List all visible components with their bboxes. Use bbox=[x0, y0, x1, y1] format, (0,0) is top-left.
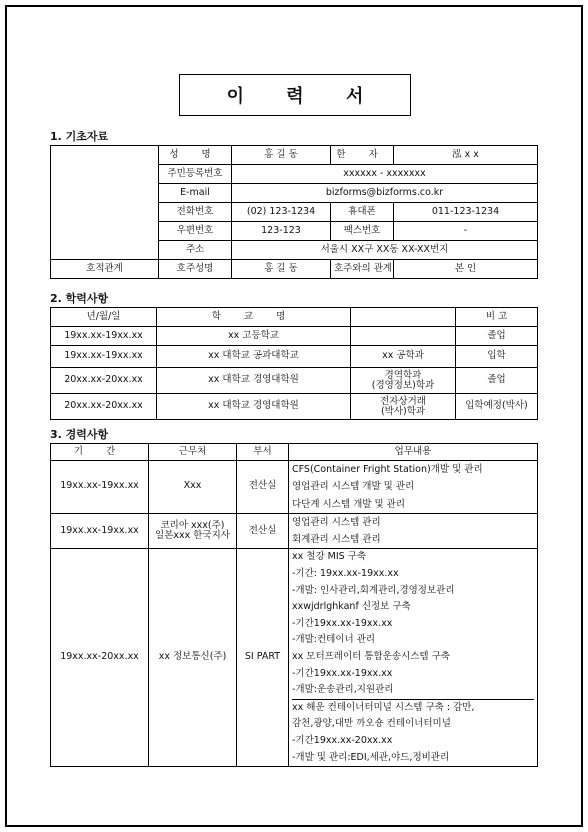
address-label: 주소 bbox=[159, 241, 232, 260]
duty-line: -기간19xx.xx-19xx.xx bbox=[292, 667, 393, 679]
duty-line: -개발:운송관리,지원관리 bbox=[292, 684, 394, 696]
hanja-value: 泓 x x bbox=[394, 146, 538, 165]
career-period: 19xx.xx-19xx.xx bbox=[51, 513, 149, 549]
career-company: xx 정보통신(주) bbox=[149, 549, 237, 767]
career-duties bbox=[289, 513, 538, 549]
career-duties bbox=[289, 549, 538, 767]
zip-label: 우편번호 bbox=[159, 222, 232, 241]
career-table bbox=[50, 443, 538, 767]
career-dept: SI PART bbox=[237, 549, 289, 767]
duty-line: -기간: 19xx.xx-19xx.xx bbox=[292, 568, 399, 580]
education-major: 전자상거래 (박사)학과 bbox=[351, 394, 456, 420]
duty-line: -기간19xx.xx-19xx.xx bbox=[292, 617, 393, 629]
zip-value: 123-123 bbox=[232, 222, 331, 241]
section-title-basic: 1. 기초자료 bbox=[50, 130, 109, 143]
duty-line: -개발 및 관리:EDI,세관,야드,정비관리 bbox=[292, 751, 450, 763]
section-title-career: 3. 경력사항 bbox=[50, 428, 109, 441]
fax-label: 팩스번호 bbox=[331, 222, 394, 241]
hanja-label: 한 자 bbox=[331, 146, 394, 165]
name-label: 성 명 bbox=[159, 146, 232, 165]
duty-line: xx 해운 컨테이너터미널 시스템 구축 : 감만, bbox=[292, 699, 534, 717]
table-row bbox=[51, 549, 538, 767]
email-label: E-mail bbox=[159, 184, 232, 203]
education-header-major bbox=[351, 308, 456, 327]
relation-label: 호주와의 관계 bbox=[331, 260, 394, 279]
rrn-label: 주민등록번호 bbox=[159, 165, 232, 184]
section-title-education: 2. 학력사항 bbox=[50, 292, 109, 305]
education-major bbox=[351, 327, 456, 346]
head-value: 홍 길 동 bbox=[232, 260, 331, 279]
education-note: 입학예정(박사) bbox=[456, 394, 538, 420]
education-header-date: 년/월/일 bbox=[51, 308, 157, 327]
rrn-value: xxxxxx - xxxxxxx bbox=[232, 165, 538, 184]
education-header-note: 비 고 bbox=[456, 308, 538, 327]
duty-line: xx 모터프레이터 통합운송시스템 구축 bbox=[292, 651, 450, 663]
education-note: 입학 bbox=[456, 346, 538, 368]
career-duties bbox=[289, 461, 538, 514]
basic-info-table bbox=[50, 145, 538, 279]
phone-value: (02) 123-1234 bbox=[232, 203, 331, 222]
table-row bbox=[51, 327, 538, 346]
career-header-company: 근무처 bbox=[149, 444, 237, 461]
name-value: 홍 길 동 bbox=[232, 146, 331, 165]
education-major: 경역학과 (경영정보)학과 bbox=[351, 368, 456, 394]
education-header-row bbox=[51, 308, 538, 327]
table-row bbox=[51, 394, 538, 420]
education-header-school: 학 교 명 bbox=[157, 308, 351, 327]
table-row bbox=[51, 346, 538, 368]
address-value: 서울시 XX구 XX동 XX-XX번지 bbox=[232, 241, 538, 260]
fax-value: - bbox=[394, 222, 538, 241]
family-label: 호적관계 bbox=[51, 260, 159, 279]
career-company: Xxx bbox=[149, 461, 237, 514]
email-value: bizforms@bizforms.co.kr bbox=[232, 184, 538, 203]
document-title: 이 력 서 bbox=[179, 74, 411, 116]
education-date: 20xx.xx-20xx.xx bbox=[51, 394, 157, 420]
table-row bbox=[51, 461, 538, 514]
education-date: 19xx.xx-19xx.xx bbox=[51, 327, 157, 346]
career-dept: 전산실 bbox=[237, 461, 289, 514]
head-label: 호주성명 bbox=[159, 260, 232, 279]
relation-value: 본 인 bbox=[394, 260, 538, 279]
career-dept: 전산실 bbox=[237, 513, 289, 549]
career-header-row bbox=[51, 444, 538, 461]
education-note: 졸업 bbox=[456, 368, 538, 394]
career-company: 코리아 xxx(주) 일본xxx 한국지사 bbox=[149, 513, 237, 549]
education-school: xx 대학교 공과대학교 bbox=[157, 346, 351, 368]
career-header-dept: 부서 bbox=[237, 444, 289, 461]
education-date: 19xx.xx-19xx.xx bbox=[51, 346, 157, 368]
education-table bbox=[50, 307, 538, 420]
mobile-value: 011-123-1234 bbox=[394, 203, 538, 222]
duty-line: CFS(Container Fright Station)개발 및 관리 bbox=[292, 464, 483, 475]
duty-line: -기간19xx.xx-20xx.xx bbox=[292, 735, 393, 747]
career-period: 19xx.xx-20xx.xx bbox=[51, 549, 149, 767]
career-period: 19xx.xx-19xx.xx bbox=[51, 461, 149, 514]
education-note: 졸업 bbox=[456, 327, 538, 346]
duty-line: -개발:컨테이너 관리 bbox=[292, 634, 376, 646]
duty-line: 회계관리 시스템 관리 bbox=[292, 534, 381, 546]
phone-label: 전화번호 bbox=[159, 203, 232, 222]
duty-line: 다단계 시스템 개발 및 관리 bbox=[292, 498, 406, 510]
mobile-label: 휴대폰 bbox=[331, 203, 394, 222]
career-header-duties: 업무내용 bbox=[289, 444, 538, 461]
duty-line: -개발: 인사관리,회계관리,경영정보관리 bbox=[292, 584, 455, 596]
education-date: 20xx.xx-20xx.xx bbox=[51, 368, 157, 394]
table-row bbox=[51, 368, 538, 394]
duty-line: xx 철강 MIS 구축 bbox=[292, 551, 367, 563]
duty-line: xxwjdrlghkanf 신정보 구축 bbox=[292, 601, 411, 613]
duty-line: 영업관리 시스템 개발 및 관리 bbox=[292, 481, 415, 493]
photo-area bbox=[51, 146, 159, 260]
education-school: xx 대학교 경영대학원 bbox=[157, 368, 351, 394]
education-school: xx 대학교 경영대학원 bbox=[157, 394, 351, 420]
table-row bbox=[51, 513, 538, 549]
duty-line: 영업관리 시스템 관리 bbox=[292, 516, 381, 528]
duty-line: 감천,광양,대만 까오숑 컨테이너터미널 bbox=[292, 718, 451, 730]
education-school: xx 고등학교 bbox=[157, 327, 351, 346]
education-major: xx 공학과 bbox=[351, 346, 456, 368]
career-header-period: 기 간 bbox=[51, 444, 149, 461]
